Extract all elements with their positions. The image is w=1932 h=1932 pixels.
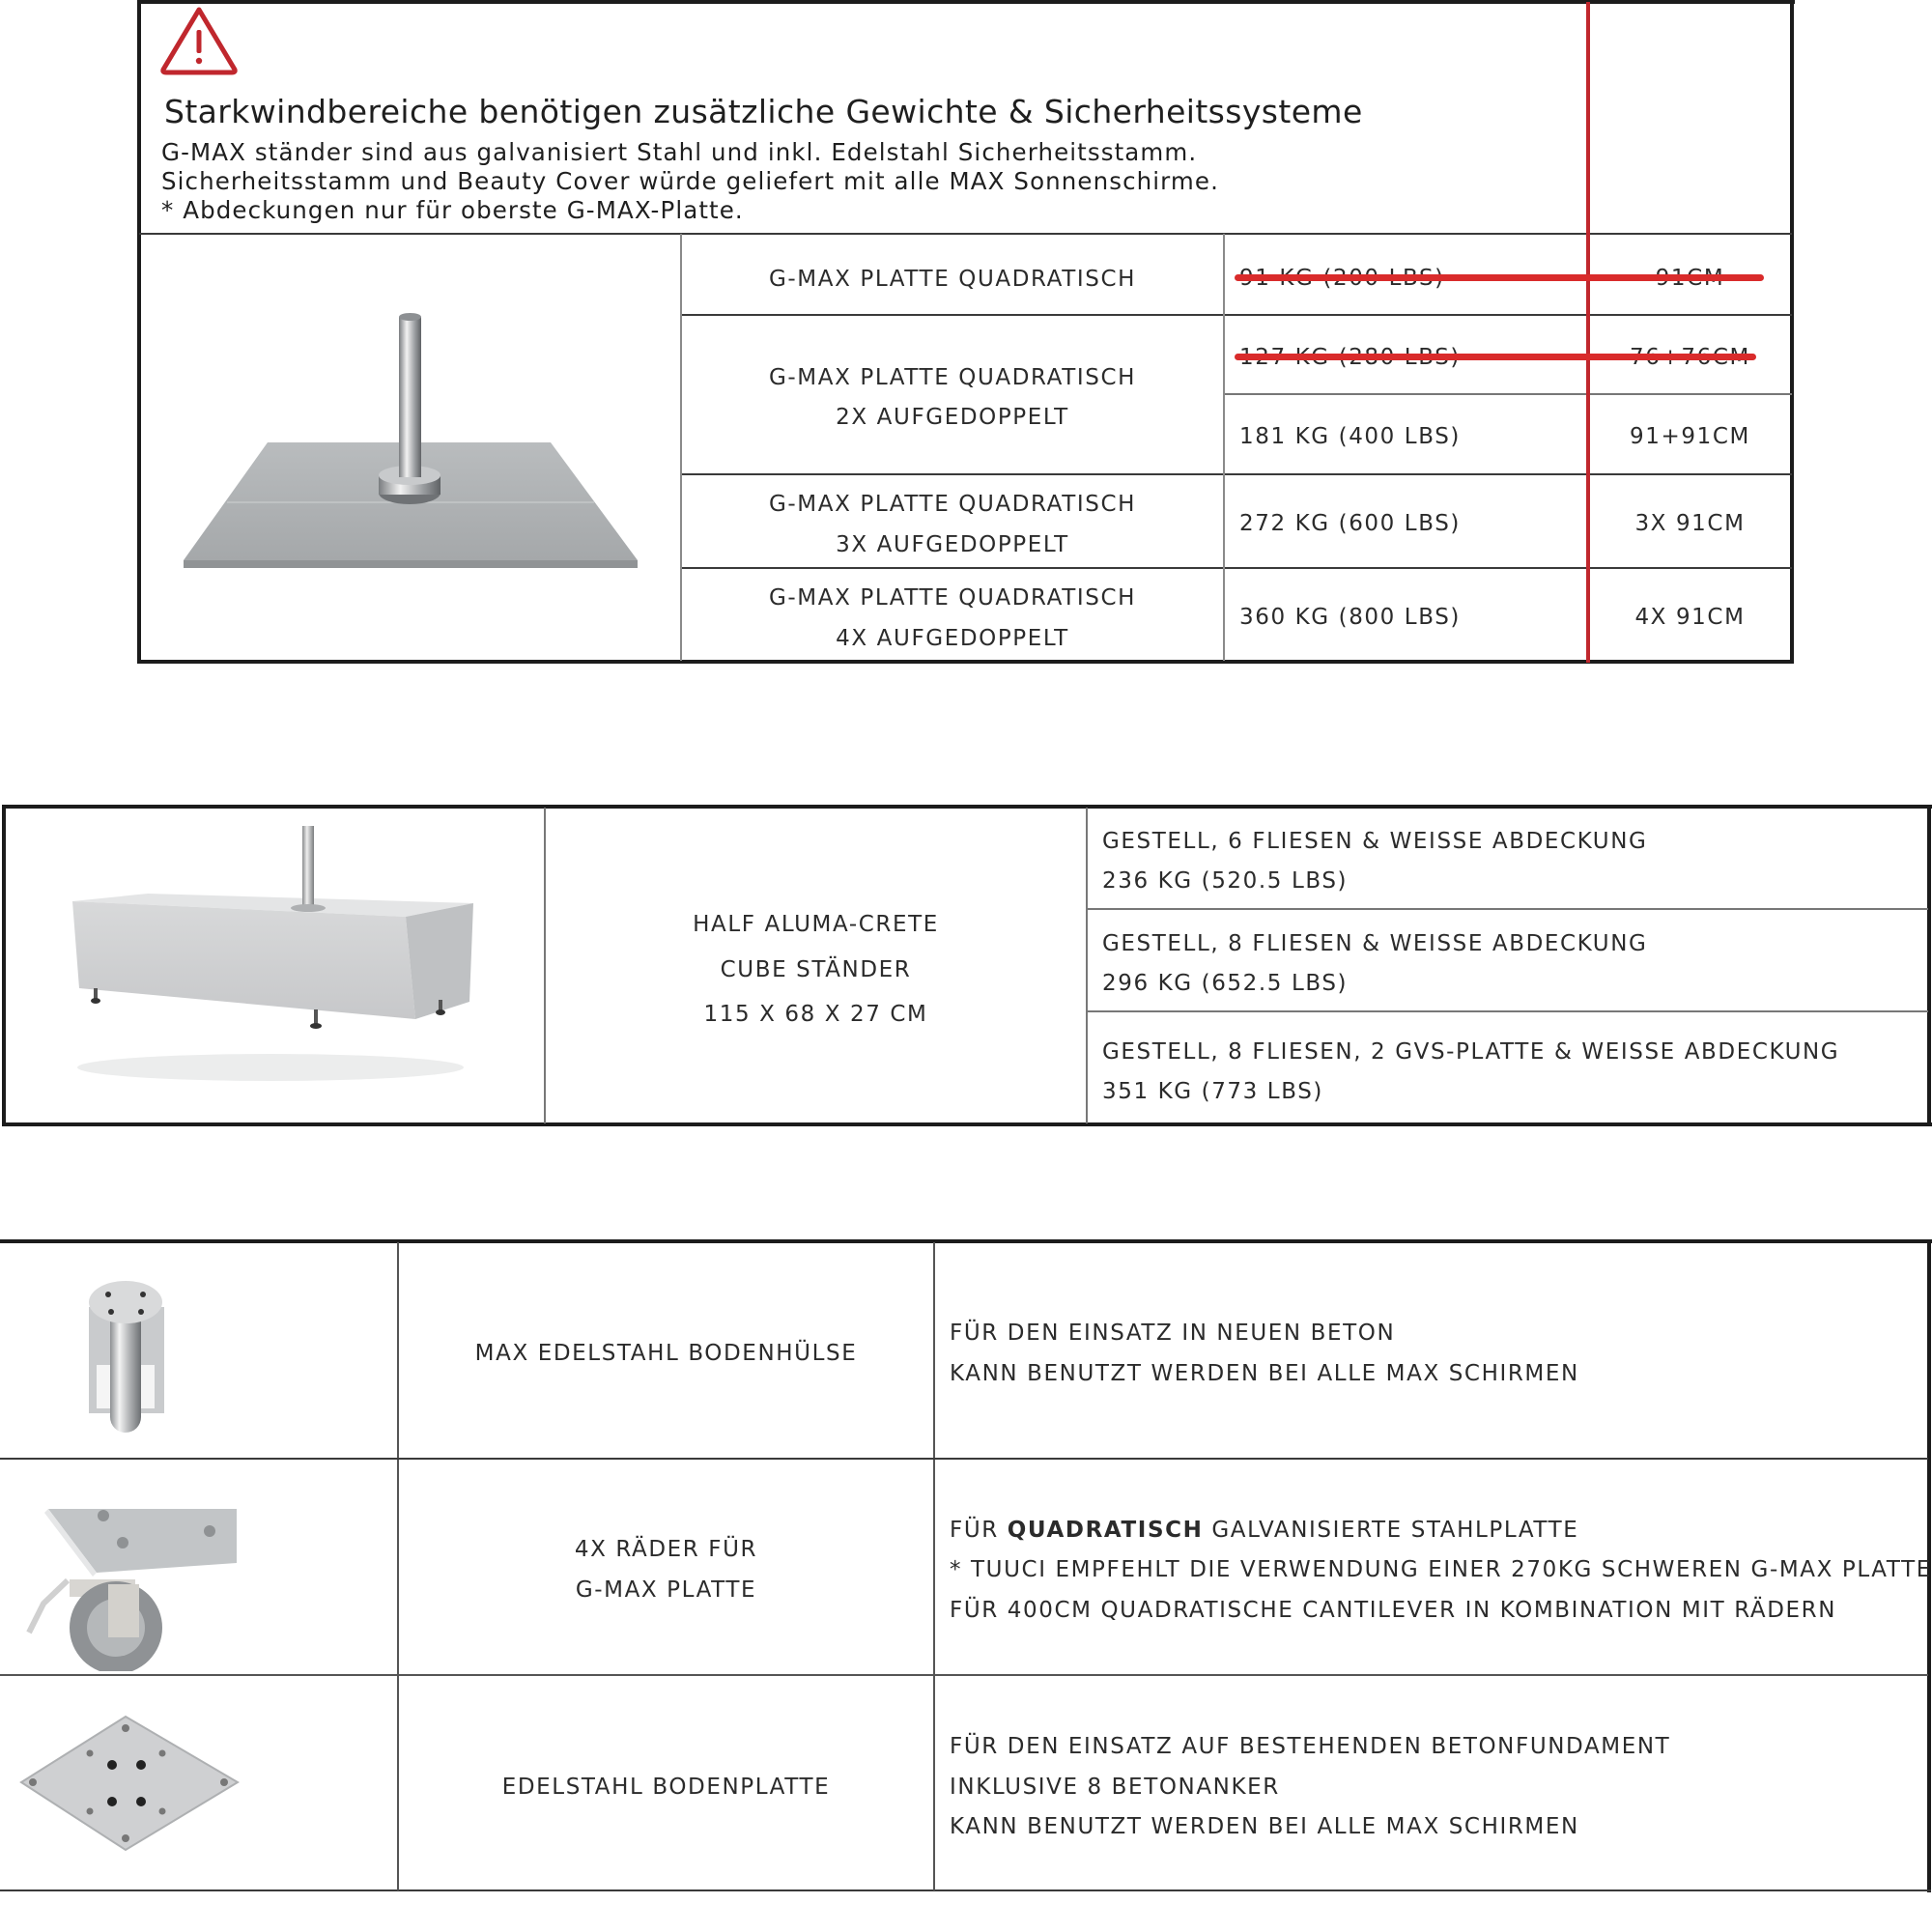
ground-sleeve-image <box>77 1273 174 1437</box>
cube-dimensions: 115 X 68 X 27 CM <box>703 1002 928 1027</box>
divider <box>0 1458 1928 1460</box>
accessory-description <box>950 1510 1578 1550</box>
gmax-table-right-border <box>1790 0 1794 664</box>
gmax-row-name: G-MAX PLATTE QUADRATISCH <box>768 267 1137 292</box>
description-emphasis: QUADRATISCH <box>1007 1518 1204 1543</box>
divider <box>139 233 1792 235</box>
cube-name-line: CUBE STÄNDER <box>720 957 912 982</box>
gmax-row-name: G-MAX PLATTE QUADRATISCH <box>768 492 1137 517</box>
gmax-row-size: 91+91CM <box>1630 424 1750 449</box>
gmax-row-name: G-MAX PLATTE QUADRATISCH <box>768 585 1137 611</box>
cube-table-bottom-border <box>2 1122 1932 1126</box>
cube-table-right-border <box>1927 805 1931 1126</box>
gmax-row-name: G-MAX PLATTE QUADRATISCH <box>768 365 1137 390</box>
strikethrough-line <box>1235 354 1756 360</box>
gmax-row-size: 3X 91CM <box>1634 511 1746 536</box>
divider <box>1224 393 1792 395</box>
accessory-description: KANN BENUTZT WERDEN BEI ALLE MAX SCHIRMEN <box>950 1814 1579 1839</box>
gmax-row-size: 4X 91CM <box>1634 605 1746 630</box>
divider <box>1087 908 1928 910</box>
accessory-description: FÜR DEN EINSATZ AUF BESTEHENDEN BETONFUNDAMENT <box>950 1734 1671 1759</box>
gmax-row-weight: 181 KG (400 LBS) <box>1239 424 1461 449</box>
divider <box>0 1674 1928 1676</box>
gmax-row-name: 3X AUFGEDOPPELT <box>836 532 1069 557</box>
gmax-table-top-border <box>137 0 1795 4</box>
divider <box>1086 808 1088 1123</box>
description-prefix: FÜR <box>950 1518 1008 1543</box>
gmax-row-name: 4X AUFGEDOPPELT <box>836 626 1069 651</box>
description-suffix: GALVANISIERTE STAHLPLATTE <box>1203 1518 1579 1543</box>
divider <box>681 473 1792 475</box>
gmax-row-weight: 360 KG (800 LBS) <box>1239 605 1461 630</box>
accessory-name: G-MAX PLATTE <box>575 1577 757 1603</box>
cube-option-weight: 236 KG (520.5 LBS) <box>1102 868 1349 894</box>
warning-title: Starkwindbereiche benötigen zusätzliche Gewichte & Sicherheitssysteme <box>164 93 1363 130</box>
warning-triangle-icon <box>159 6 239 75</box>
caster-wheel-image <box>0 1488 242 1671</box>
accessories-table-top-border <box>0 1239 1932 1243</box>
accessories-table-bottom-border <box>0 1889 1931 1891</box>
divider <box>681 567 1792 569</box>
divider <box>1223 234 1225 661</box>
gmax-row-name: 2X AUFGEDOPPELT <box>836 405 1069 430</box>
gmax-table-left-border <box>137 0 141 664</box>
accessory-description: KANN BENUTZT WERDEN BEI ALLE MAX SCHIRMEN <box>950 1361 1579 1386</box>
divider <box>933 1242 935 1890</box>
cube-option-weight: 296 KG (652.5 LBS) <box>1102 971 1349 996</box>
accessory-name: 4X RÄDER FÜR <box>574 1537 758 1562</box>
cube-option-config: GESTELL, 8 FLIESEN, 2 GVS-PLATTE & WEISSE ABDECKUNG <box>1102 1039 1840 1065</box>
cube-option-weight: 351 KG (773 LBS) <box>1102 1079 1323 1104</box>
accessory-name: EDELSTAHL BODENPLATTE <box>501 1775 831 1800</box>
cube-name-line: HALF ALUMA-CRETE <box>693 912 939 937</box>
divider <box>1087 1010 1928 1012</box>
warning-note: Sicherheitsstamm und Beauty Cover würde geliefert mit alle MAX Sonnenschirme. <box>161 167 1219 195</box>
gmax-table-bottom-border <box>137 660 1794 664</box>
cube-option-config: GESTELL, 8 FLIESEN & WEISSE ABDECKUNG <box>1102 931 1648 956</box>
warning-note: G-MAX ständer sind aus galvanisiert Stahl und inkl. Edelstahl Sicherheitsstamm. <box>161 138 1198 166</box>
cube-table-left-border <box>2 805 6 1126</box>
accessory-name: MAX EDELSTAHL BODENHÜLSE <box>474 1341 858 1366</box>
accessory-description: * TUUCI EMPFEHLT DIE VERWENDUNG EINER 270KG SCHWEREN G-MAX PLATTE <box>950 1557 1932 1582</box>
accessory-description: FÜR DEN EINSATZ IN NEUEN BETON <box>950 1321 1396 1346</box>
red-column-marker <box>1586 2 1590 663</box>
divider <box>681 314 1792 316</box>
cube-option-config: GESTELL, 6 FLIESEN & WEISSE ABDECKUNG <box>1102 829 1648 854</box>
cube-table-top-border <box>2 805 1932 809</box>
accessory-description: FÜR 400CM QUADRATISCHE CANTILEVER IN KOMBINATION MIT RÄDERN <box>950 1598 1837 1623</box>
gmax-row-weight: 272 KG (600 LBS) <box>1239 511 1461 536</box>
accessory-description: INKLUSIVE 8 BETONANKER <box>950 1775 1280 1800</box>
cube-stand-image <box>58 826 483 1096</box>
base-plate-image <box>17 1715 240 1855</box>
strikethrough-line <box>1235 274 1764 281</box>
gmax-plate-image <box>174 309 657 589</box>
warning-note: * Abdeckungen nur für oberste G-MAX-Platte. <box>161 196 744 224</box>
